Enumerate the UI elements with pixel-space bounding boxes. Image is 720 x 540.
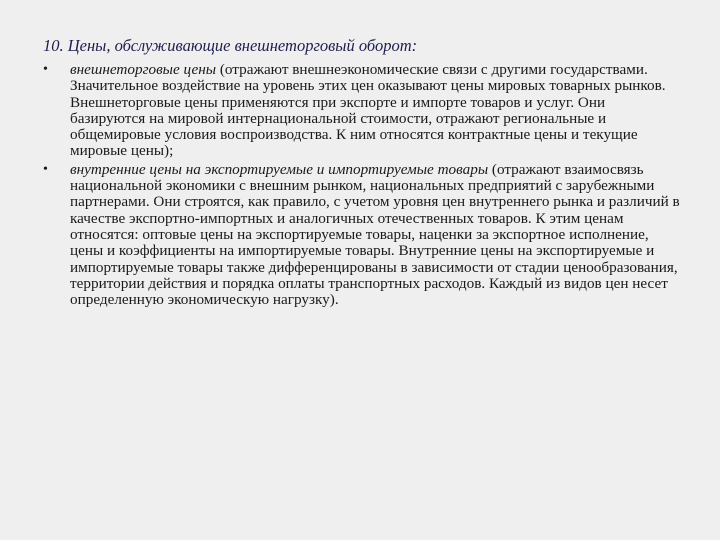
bullet-icon: • [43, 161, 48, 177]
bullet-term: внутренние цены на экспортируемые и импортируемые товары [70, 160, 489, 178]
bullet-text: (отражают внешнеэкономические связи с другими государствами. Значительное воздействие на уровень этих цен оказывают цены мировых товарных рынков. Внешнеторговые цены применяются при экспорте и импорте товаров и услуг. Они базируются на мировой интернациональной стоимости, отражают региональные и общемировые условия воспроизводства. К ним относятся контрактные цены и текущие мировые цены); [70, 61, 666, 160]
bullet-item-foreign-trade-prices [43, 62, 680, 160]
bullet-item-domestic-prices [43, 162, 680, 309]
bullet-icon: • [43, 62, 48, 77]
bullet-list [43, 62, 680, 308]
slide-title: 10. Цены, обслуживающие внешнеторговый оборот: [43, 36, 418, 55]
bullet-text: (отражают взаимосвязь национальной экономики с внешним рынком, национальных предприятий с зарубежными партнерами. Они строятся, как правило, с учетом уровня цен внутреннего рынка и различий в качестве экспортно-импортных и аналогичных отечественных товаров. К этим ценам относятся: оптовые цены на экспортируемые товары, наценки за экспортное исполнение, цены и коэффициенты на импортируемые товары. Внутренние цены на экспортируемые и импортируемые товары также дифференцированы в зависимости от стадии ценообразования, территории действия и порядка оплаты транспортных расходов. Каждый из видов цен несет определенную экономическую нагрузку). [70, 160, 680, 309]
bullet-term: внешнеторговые цены [70, 61, 217, 78]
